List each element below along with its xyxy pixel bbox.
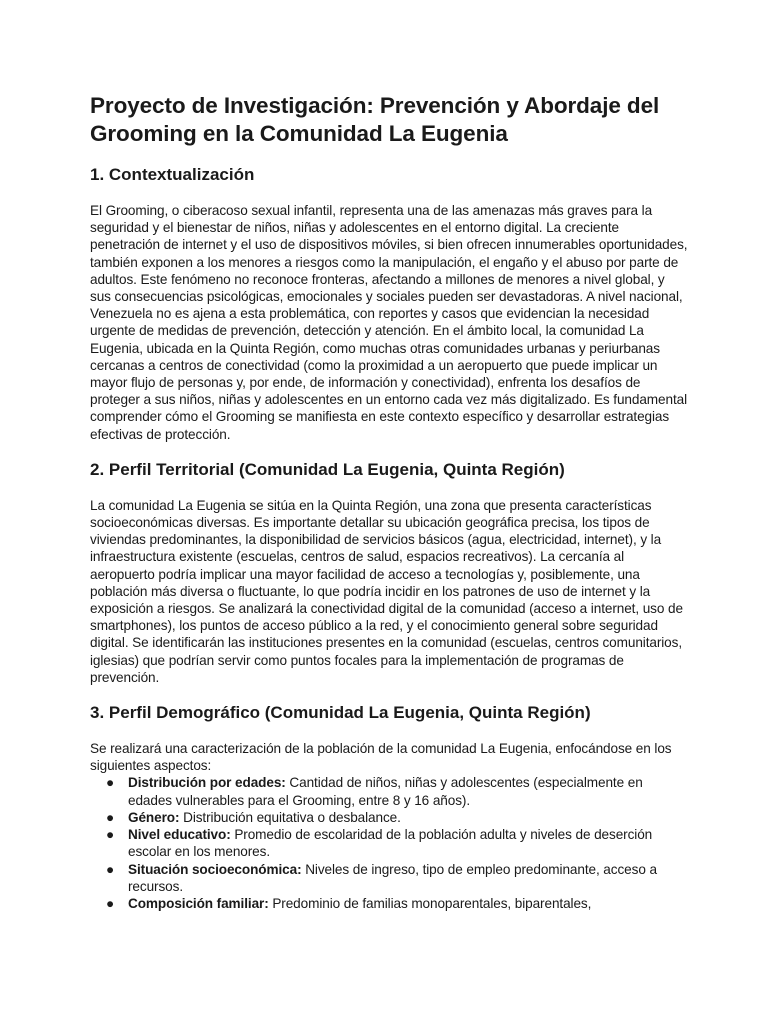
list-item-label: Situación socioeconómica: <box>128 861 302 877</box>
document-title: Proyecto de Investigación: Prevención y Abordaje del Grooming en la Comunidad La Eugenia <box>90 93 660 146</box>
list-item-text: Niveles de ingreso, tipo de empleo predominante, acceso a recursos. <box>128 861 657 894</box>
document-page <box>90 92 688 912</box>
bullet-icon: ● <box>106 775 115 791</box>
bullet-icon: ● <box>106 895 115 911</box>
bullet-icon: ● <box>106 861 115 877</box>
list-item-text: Predominio de familias monoparentales, biparentales, <box>268 895 592 911</box>
bullet-icon: ● <box>106 809 115 825</box>
list-item-label: Composición familiar: <box>128 895 269 911</box>
section-paragraph-contextualizacion: El Grooming, o ciberacoso sexual infantil, representa una de las amenazas más graves para la seguridad y el bienestar de niños, niñas y adolescentes en el entorno digital. La creciente penetración de internet y el uso de dispositivos móviles, si bien ofrecen innumerables oportunidades, también exponen a los menores a riesgos como la manipulación, el engaño y el abuso por parte de adultos. Este fenómeno no reconoce fronteras, afectando a millones de menores a nivel global, y sus consecuencias psicológicas, emocionales y sociales pueden ser devastadoras. A nivel nacional, Venezuela no es ajena a esta problemática, con reportes y casos que evidencian la necesidad urgente de medidas de prevención, detección y atención. En el ámbito local, la comunidad La Eugenia, ubicada en la Quinta Región, como muchas otras comunidades urbanas y periurbanas cercanas a centros de conectividad (como la proximidad a un aeropuerto que puede implicar un mayor flujo de personas y, por ende, de información y conectividad), enfrenta los desafíos de proteger a sus niños, niñas y adolescentes en un entorno cada vez más digitalizado. Es fundamental comprender cómo el Grooming se manifiesta en este contexto específico y desarrollar estrategias efectivas de protección. <box>90 203 688 442</box>
list-item <box>90 774 688 808</box>
list-item <box>90 861 688 895</box>
section-paragraph-perfil-territorial: La comunidad La Eugenia se sitúa en la Quinta Región, una zona que presenta características socioeconómicas diversas. Es importante detallar su ubicación geográfica precisa, los tipos de viviendas predominantes, la disponibilidad de servicios básicos (agua, electricidad, internet), y la infraestructura existente (escuelas, centros de salud, espacios recreativos). La cercanía al aeropuerto podría implicar una mayor facilidad de acceso a tecnologías y, posiblemente, una población más diversa o fluctuante, lo que podría incidir en los patrones de uso de internet y la exposición a riesgos. Se analizará la conectividad digital de la comunidad (acceso a internet, uso de smartphones), los puntos de acceso público a la red, y el conocimiento general sobre seguridad digital. Se identificarán las instituciones presentes en la comunidad (escuelas, centros comunitarios, iglesias) que podrían servir como puntos focales para la implementación de programas de prevención. <box>90 497 683 685</box>
list-item-text: Promedio de escolaridad de la población adulta y niveles de deserción escolar en los menores. <box>128 827 653 860</box>
list-item <box>90 809 688 826</box>
list-item-label: Distribución por edades: <box>128 775 286 791</box>
list-item <box>90 826 688 860</box>
list-item <box>90 895 688 912</box>
section-heading-contextualizacion: 1. Contextualización <box>90 165 255 184</box>
list-item-label: Nivel educativo: <box>128 827 231 843</box>
demographic-aspects-list <box>90 774 688 912</box>
section-heading-perfil-demografico: 3. Perfil Demográfico (Comunidad La Eugenia, Quinta Región) <box>90 703 591 723</box>
list-item-text: Cantidad de niños, niñas y adolescentes (especialmente en edades vulnerables para el Grooming, entre 8 y 16 años). <box>128 775 643 808</box>
bullet-icon: ● <box>106 827 115 843</box>
list-item-text: Distribución equitativa o desbalance. <box>179 809 401 825</box>
section-paragraph-perfil-demografico: Se realizará una caracterización de la población de la comunidad La Eugenia, enfocándose en los siguientes aspectos: <box>90 741 672 774</box>
list-item-label: Género: <box>128 809 180 825</box>
section-heading-perfil-territorial: 2. Perfil Territorial (Comunidad La Eugenia, Quinta Región) <box>90 459 565 479</box>
